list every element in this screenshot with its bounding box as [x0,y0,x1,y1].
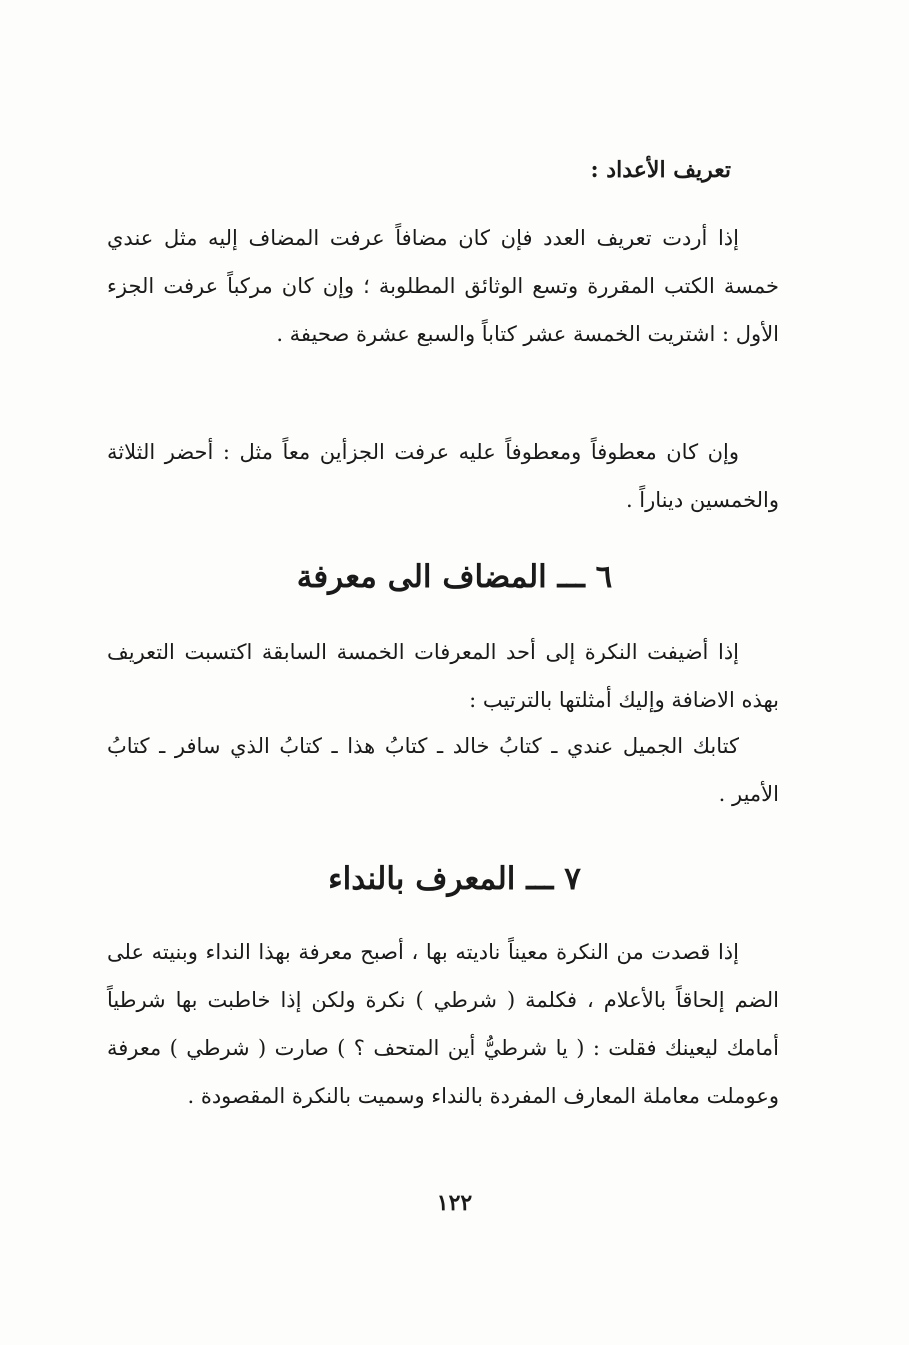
paragraph-vocative: إذا قصدت من النكرة معيناً ناديته بها ، أصبح معرفة بهذا النداء وبنيته على الضم إلحاقاً بالأعلام ، فكلمة ( شرطي ) نكرة ولكن إذا خاطبت بها شرطياً أمامك ليعينك فقلت : ( يا شرطيُّ أين المتحف ؟ ) صارت ( شرطي ) معرفة وعوملت معاملة المعارف المفردة بالنداء وسميت بالنكرة المقصودة . [107,940,779,1108]
paragraph-conjoined-numbers: وإن كان معطوفاً ومعطوفاً عليه عرفت الجزأين معاً مثل : أحضر الثلاثة والخمسين ديناراً . [107,440,779,512]
paragraph-number-definition: إذا أردت تعريف العدد فإن كان مضافاً عرفت المضاف إليه مثل عندي خمسة الكتب المقررة وتسع الوثائق المطلوبة ؛ وإن كان مركباً عرفت الجزء الأول : اشتريت الخمسة عشر كتاباً والسبع عشرة صحيفة . [107,226,779,346]
page-number: ١٢٢ [436,1190,473,1216]
subheading-number-definition: تعريف الأعداد : [590,157,731,183]
section-heading-7: ٧ ـــ المعرف بالنداء [328,861,581,897]
section-heading-6: ٦ ـــ المضاف الى معرفة [296,559,613,595]
paragraph-examples: كتابك الجميل عندي ـ كتابُ خالد ـ كتابُ هذا ـ كتابُ الذي سافر ـ كتابُ الأمير . [107,734,779,806]
paragraph-added-to-definite: إذا أضيفت النكرة إلى أحد المعرفات الخمسة السابقة اكتسبت التعريف بهذه الاضافة وإليك أمثلتها بالترتيب : [107,640,779,712]
